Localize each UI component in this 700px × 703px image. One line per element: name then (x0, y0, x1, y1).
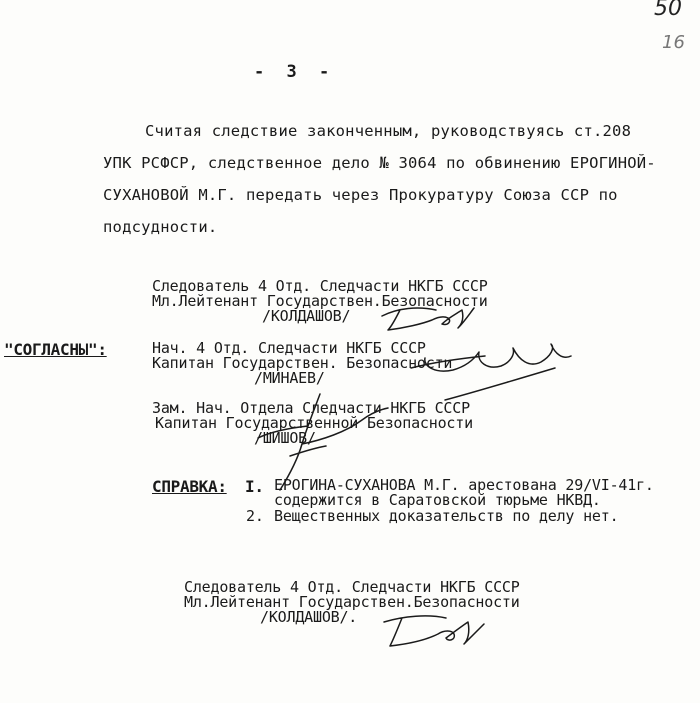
sig2-rank: Капитан Государствен. Безопасности (152, 354, 453, 372)
reference-item1-line1: ЕРОГИНА-СУХАНОВА М.Г. арестована 29/VI-41г. (274, 476, 654, 494)
reference-item1-number: I. (245, 477, 264, 496)
sig4-rank: Мл.Лейтенант Государствен.Безопасности (184, 593, 520, 611)
sig3-rank: Капитан Государственной Безопасности (155, 414, 473, 432)
sig3-name: /ШИШОВ/ (254, 429, 316, 447)
sig1-name: /КОЛДАШОВ/ (262, 307, 351, 325)
archive-mark-top: 50 (654, 0, 682, 21)
sig4-position: Следователь 4 Отд. Следчасти НКГБ СССР (184, 578, 520, 596)
page-number: - 3 - (254, 62, 336, 82)
signature-koldashov-2 (380, 612, 490, 652)
reference-item2-number: 2. (246, 507, 264, 525)
reference-item2-text: Вещественных доказательств по делу нет. (274, 507, 619, 525)
sig1-rank: Мл.Лейтенант Государствен.Безопасности (152, 292, 488, 310)
sig2-name: /МИНАЕВ/ (254, 369, 325, 387)
archive-mark-bottom: 16 (662, 32, 685, 53)
sig1-position: Следователь 4 Отд. Следчасти НКГБ СССР (152, 277, 488, 295)
reference-item1-line2: содержится в Саратовской тюрьме НКВД. (274, 491, 601, 509)
sig4-name: /КОЛДАШОВ/. (260, 608, 358, 626)
sig3-position: Зам. Нач. Отдела Следчасти НКГБ СССР (152, 399, 470, 417)
body-line-1: Считая следствие законченным, руководствуясь ст.208 (145, 122, 632, 140)
agreed-label: "СОГЛАСНЫ": (4, 340, 107, 359)
body-line-2: УПК РСФСР, следственное дело № 3064 по обвинению ЕРОГИНОЙ- (103, 154, 656, 172)
body-line-3: СУХАНОВОЙ М.Г. передать через Прокуратуру Союза ССР по (103, 186, 618, 204)
body-line-4: подсудности. (103, 218, 218, 236)
signature-koldashov-1 (378, 300, 478, 334)
sig2-position: Нач. 4 Отд. Следчасти НКГБ СССР (152, 339, 426, 357)
reference-label: СПРАВКА: (152, 477, 227, 496)
